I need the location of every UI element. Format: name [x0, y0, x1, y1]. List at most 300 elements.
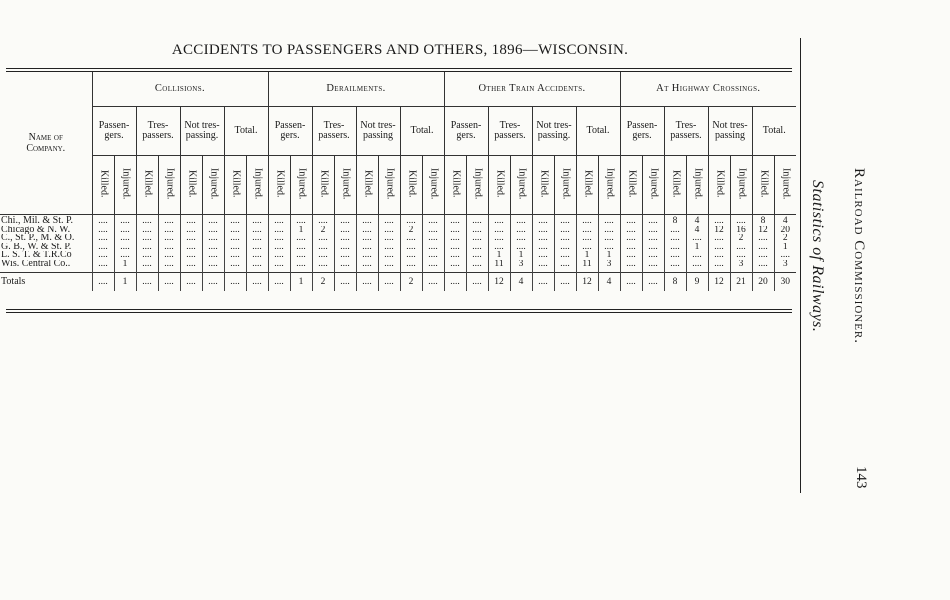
injured-header [378, 156, 400, 215]
data-cell: .... [642, 215, 664, 226]
data-cell: .... [620, 243, 642, 252]
data-cell: .... [488, 234, 510, 243]
header-row-killed-injured [0, 156, 796, 215]
data-cell: .... [378, 215, 400, 226]
data-cell: .... [312, 260, 334, 272]
data-cell: .... [400, 243, 422, 252]
data-cell: 4 [774, 215, 796, 226]
injured-header [290, 156, 312, 215]
data-cell: .... [180, 251, 202, 260]
killed-header [752, 156, 774, 215]
table-row [0, 251, 796, 260]
data-cell: .... [752, 234, 774, 243]
rotated-label: Killed. [142, 169, 154, 197]
table-row [0, 260, 796, 272]
total-cell: .... [554, 272, 576, 291]
data-cell: .... [576, 215, 598, 226]
data-cell: .... [686, 260, 708, 272]
data-cell: .... [268, 260, 290, 272]
company-name: Chi., Mil. & St. P. [1, 215, 73, 226]
data-cell: .... [708, 243, 730, 252]
data-cell: .... [224, 251, 246, 260]
data-cell: .... [466, 215, 488, 226]
data-cell: .... [224, 226, 246, 235]
data-cell: .... [356, 243, 378, 252]
killed-header [488, 156, 510, 215]
company-name: C., St. P., M. & O. [1, 234, 75, 243]
data-cell: 1 [510, 251, 532, 260]
company-name: Wis. Central Co.. [1, 259, 71, 269]
killed-header [400, 156, 422, 215]
data-cell: .... [246, 260, 268, 272]
category-header: Passen- gers. [620, 107, 664, 156]
data-cell: .... [422, 251, 444, 260]
data-cell: .... [246, 215, 268, 226]
total-cell: .... [92, 272, 114, 291]
data-cell: 1 [686, 243, 708, 252]
data-cell: .... [664, 243, 686, 252]
data-cell: .... [730, 251, 752, 260]
data-cell: .... [708, 215, 730, 226]
data-cell: .... [202, 251, 224, 260]
injured-header [686, 156, 708, 215]
data-cell: 1 [576, 251, 598, 260]
total-cell: 12 [576, 272, 598, 291]
data-cell: .... [290, 243, 312, 252]
data-cell: .... [158, 251, 180, 260]
data-cell: .... [334, 215, 356, 226]
page-title: ACCIDENTS TO PASSENGERS AND OTHERS, 1896—WISCONSIN. [171, 42, 629, 58]
total-cell: .... [422, 272, 444, 291]
data-cell: .... [158, 226, 180, 235]
data-cell: .... [444, 226, 466, 235]
injured-header [114, 156, 136, 215]
data-cell: .... [466, 243, 488, 252]
killed-header [356, 156, 378, 215]
total-cell: .... [224, 272, 246, 291]
data-cell: .... [290, 215, 312, 226]
data-cell: .... [158, 215, 180, 226]
total-cell: .... [158, 272, 180, 291]
total-cell: 12 [708, 272, 730, 291]
data-cell: .... [136, 260, 158, 272]
rotated-label: Killed. [450, 169, 462, 197]
data-cell: .... [92, 251, 114, 260]
accidents-table-wrapper [0, 72, 796, 291]
data-cell: .... [554, 215, 576, 226]
data-cell: .... [422, 226, 444, 235]
data-cell: .... [400, 234, 422, 243]
rotated-label: Killed. [318, 169, 330, 197]
data-cell: .... [180, 215, 202, 226]
data-cell: .... [708, 251, 730, 260]
data-cell: .... [268, 251, 290, 260]
data-cell: .... [202, 215, 224, 226]
group-header: Other Train Accidents. [444, 72, 620, 107]
page-edge-rule [800, 38, 801, 493]
injured-header [466, 156, 488, 215]
data-cell: .... [334, 260, 356, 272]
injured-header [246, 156, 268, 215]
rotated-label: Injured. [120, 167, 132, 199]
data-cell: .... [488, 243, 510, 252]
data-cell: .... [532, 234, 554, 243]
data-cell: 12 [708, 226, 730, 235]
data-cell: 1 [598, 251, 620, 260]
category-header: Total. [752, 107, 796, 156]
data-cell: .... [466, 234, 488, 243]
injured-header [334, 156, 356, 215]
injured-header [774, 156, 796, 215]
data-cell: .... [334, 251, 356, 260]
rotated-label: Injured. [428, 167, 440, 199]
data-cell: .... [312, 215, 334, 226]
data-cell: 2 [400, 226, 422, 235]
rotated-label: Killed. [582, 169, 594, 197]
data-cell: .... [444, 234, 466, 243]
total-cell: .... [642, 272, 664, 291]
running-head-commissioner: Railroad Commissioner. [851, 168, 867, 345]
total-cell: .... [378, 272, 400, 291]
total-cell: 2 [400, 272, 422, 291]
data-cell: .... [532, 226, 554, 235]
rotated-label: Injured. [208, 167, 220, 199]
data-cell: 3 [774, 260, 796, 272]
rotated-label: Killed. [274, 169, 286, 197]
data-cell: .... [642, 260, 664, 272]
data-cell: .... [334, 226, 356, 235]
data-cell: 3 [730, 260, 752, 272]
total-cell: 30 [774, 272, 796, 291]
data-cell: .... [576, 234, 598, 243]
data-cell: 12 [752, 226, 774, 235]
data-cell: .... [752, 251, 774, 260]
rotated-label: Killed. [714, 169, 726, 197]
total-cell: .... [532, 272, 554, 291]
data-cell: .... [576, 226, 598, 235]
rotated-label: Killed. [538, 169, 550, 197]
total-cell: 1 [290, 272, 312, 291]
rotated-label: Killed. [98, 169, 110, 197]
category-header: Tres- passers. [488, 107, 532, 156]
data-cell: .... [598, 215, 620, 226]
data-cell: .... [290, 260, 312, 272]
rotated-label: Killed. [494, 169, 506, 197]
data-cell: .... [268, 226, 290, 235]
data-cell: 4 [686, 226, 708, 235]
data-cell: .... [422, 243, 444, 252]
data-cell: .... [620, 215, 642, 226]
data-cell: .... [510, 215, 532, 226]
data-cell: .... [400, 251, 422, 260]
injured-header [730, 156, 752, 215]
data-cell: .... [598, 243, 620, 252]
rotated-label: Injured. [692, 167, 704, 199]
data-cell: .... [290, 234, 312, 243]
data-cell: .... [202, 234, 224, 243]
name-header-line: Company. [26, 143, 66, 154]
data-cell: .... [356, 251, 378, 260]
data-cell: 8 [664, 215, 686, 226]
injured-header [598, 156, 620, 215]
data-cell: .... [620, 226, 642, 235]
data-cell: 1 [488, 251, 510, 260]
rotated-label: Injured. [384, 167, 396, 199]
killed-header [180, 156, 202, 215]
data-cell: .... [554, 260, 576, 272]
data-cell: .... [532, 243, 554, 252]
total-cell: .... [180, 272, 202, 291]
killed-header [224, 156, 246, 215]
data-cell: .... [356, 234, 378, 243]
total-cell: .... [356, 272, 378, 291]
category-header: Not tres- passing. [180, 107, 224, 156]
data-cell: .... [246, 226, 268, 235]
data-cell: .... [532, 251, 554, 260]
category-header: Not tres- passing [356, 107, 400, 156]
rotated-label: Injured. [780, 167, 792, 199]
data-cell: .... [180, 243, 202, 252]
total-cell: .... [202, 272, 224, 291]
data-cell: .... [246, 243, 268, 252]
data-cell: .... [730, 243, 752, 252]
group-header: At Highway Crossings. [620, 72, 796, 107]
killed-header [620, 156, 642, 215]
data-cell: .... [114, 215, 136, 226]
data-cell: .... [312, 251, 334, 260]
data-cell: 2 [730, 234, 752, 243]
data-cell: 8 [752, 215, 774, 226]
data-cell: .... [686, 251, 708, 260]
data-cell: .... [620, 251, 642, 260]
data-cell: .... [510, 243, 532, 252]
data-cell: .... [136, 234, 158, 243]
data-cell: .... [378, 234, 400, 243]
data-cell: .... [378, 260, 400, 272]
total-cell: 20 [752, 272, 774, 291]
category-header: Total. [576, 107, 620, 156]
rotated-label: Injured. [296, 167, 308, 199]
data-cell: .... [510, 226, 532, 235]
killed-header [92, 156, 114, 215]
injured-header [642, 156, 664, 215]
category-header: Not tres- passing. [532, 107, 576, 156]
data-cell: .... [532, 215, 554, 226]
category-header: Passen- gers. [444, 107, 488, 156]
rotated-label: Killed. [186, 169, 198, 197]
data-cell: .... [158, 234, 180, 243]
table-row [0, 234, 796, 243]
data-cell: .... [180, 234, 202, 243]
data-cell: .... [576, 243, 598, 252]
group-header: Derailments. [268, 72, 444, 107]
killed-header [136, 156, 158, 215]
data-cell: .... [334, 234, 356, 243]
data-cell: .... [224, 215, 246, 226]
data-cell: 2 [312, 226, 334, 235]
data-cell: .... [136, 251, 158, 260]
data-cell: .... [356, 260, 378, 272]
rotated-label: Injured. [648, 167, 660, 199]
data-cell: .... [422, 260, 444, 272]
company-name: G. B., W. & St. P. [1, 242, 72, 252]
rotated-label: Injured. [604, 167, 616, 199]
data-cell: 11 [488, 260, 510, 272]
data-cell: .... [312, 234, 334, 243]
data-cell: 20 [774, 226, 796, 235]
data-cell: .... [92, 243, 114, 252]
data-cell: .... [466, 226, 488, 235]
data-cell: .... [92, 215, 114, 226]
data-cell: .... [158, 260, 180, 272]
data-cell: .... [224, 260, 246, 272]
data-cell: .... [268, 243, 290, 252]
total-cell: 21 [730, 272, 752, 291]
name-header-line: Name of [28, 132, 63, 143]
data-cell: .... [246, 234, 268, 243]
data-cell: .... [136, 243, 158, 252]
data-cell: .... [642, 234, 664, 243]
data-cell: .... [444, 243, 466, 252]
data-cell: .... [554, 243, 576, 252]
total-cell: 1 [114, 272, 136, 291]
data-cell: .... [92, 260, 114, 272]
data-cell: .... [246, 251, 268, 260]
running-head-statistics: Statistics of Railways. [809, 180, 826, 333]
total-cell: .... [444, 272, 466, 291]
data-cell: .... [114, 243, 136, 252]
data-cell: 16 [730, 226, 752, 235]
data-cell: .... [312, 243, 334, 252]
data-cell: .... [180, 260, 202, 272]
killed-header [268, 156, 290, 215]
table-rule-bottom-1 [6, 309, 792, 310]
injured-header [554, 156, 576, 215]
data-cell: .... [114, 226, 136, 235]
rotated-label: Killed. [406, 169, 418, 197]
table-row [0, 215, 796, 226]
rotated-label: Killed. [362, 169, 374, 197]
rotated-label: Killed. [758, 169, 770, 197]
rotated-label: Injured. [164, 167, 176, 199]
company-name: L. S. T. & T.R.Co [1, 251, 72, 260]
totals-row [0, 272, 796, 291]
company-name: Chicago & N. W. [1, 225, 71, 235]
data-cell: .... [444, 251, 466, 260]
rotated-label: Injured. [472, 167, 484, 199]
data-cell: .... [378, 243, 400, 252]
rotated-label: Killed. [626, 169, 638, 197]
total-cell: .... [246, 272, 268, 291]
data-cell: .... [664, 234, 686, 243]
category-header: Passen- gers. [92, 107, 136, 156]
total-cell: .... [466, 272, 488, 291]
category-header: Tres- passers. [136, 107, 180, 156]
killed-header [576, 156, 598, 215]
data-cell: .... [114, 251, 136, 260]
rotated-label: Injured. [340, 167, 352, 199]
category-header: Passen- gers. [268, 107, 312, 156]
data-cell: .... [466, 251, 488, 260]
rotated-label: Injured. [736, 167, 748, 199]
rotated-label: Killed. [670, 169, 682, 197]
total-cell: .... [268, 272, 290, 291]
data-cell: .... [488, 226, 510, 235]
total-cell: .... [136, 272, 158, 291]
total-cell: 4 [510, 272, 532, 291]
data-cell: .... [180, 226, 202, 235]
data-cell: .... [708, 234, 730, 243]
total-cell: 4 [598, 272, 620, 291]
injured-header [202, 156, 224, 215]
data-cell: .... [400, 215, 422, 226]
table-row [0, 226, 796, 235]
data-cell: .... [422, 234, 444, 243]
data-cell: .... [202, 260, 224, 272]
data-cell: 4 [686, 215, 708, 226]
data-cell: .... [290, 251, 312, 260]
data-cell: 3 [510, 260, 532, 272]
data-cell: .... [598, 234, 620, 243]
data-cell: .... [664, 260, 686, 272]
data-cell: .... [752, 243, 774, 252]
data-cell: .... [752, 260, 774, 272]
data-cell: 1 [774, 243, 796, 252]
category-header: Total. [400, 107, 444, 156]
total-cell: 2 [312, 272, 334, 291]
rotated-label: Injured. [560, 167, 572, 199]
killed-header [708, 156, 730, 215]
data-cell: .... [664, 226, 686, 235]
category-header: Tres- passers. [664, 107, 708, 156]
data-cell: 2 [774, 234, 796, 243]
data-cell: .... [136, 226, 158, 235]
total-cell: 8 [664, 272, 686, 291]
data-cell: .... [114, 234, 136, 243]
data-cell: .... [356, 226, 378, 235]
killed-header [312, 156, 334, 215]
data-cell: .... [730, 215, 752, 226]
data-cell: .... [774, 251, 796, 260]
table-row [0, 243, 796, 252]
category-header: Not tres- passing [708, 107, 752, 156]
data-cell: .... [92, 234, 114, 243]
data-cell: .... [92, 226, 114, 235]
data-cell: .... [598, 226, 620, 235]
data-cell: .... [708, 260, 730, 272]
data-cell: .... [642, 251, 664, 260]
injured-header [510, 156, 532, 215]
data-cell: .... [268, 215, 290, 226]
rotated-label: Injured. [252, 167, 264, 199]
data-cell: .... [268, 234, 290, 243]
name-of-company-header [0, 72, 92, 215]
header-row-groups [0, 72, 796, 107]
data-cell: .... [158, 243, 180, 252]
data-cell: .... [378, 251, 400, 260]
data-cell: .... [642, 243, 664, 252]
data-cell: .... [444, 215, 466, 226]
data-cell: 3 [598, 260, 620, 272]
rotated-label: Killed. [230, 169, 242, 197]
data-cell: .... [620, 234, 642, 243]
group-header: Collisions. [92, 72, 268, 107]
killed-header [664, 156, 686, 215]
total-cell: 9 [686, 272, 708, 291]
data-cell: .... [642, 226, 664, 235]
data-cell: .... [444, 260, 466, 272]
total-cell: .... [334, 272, 356, 291]
